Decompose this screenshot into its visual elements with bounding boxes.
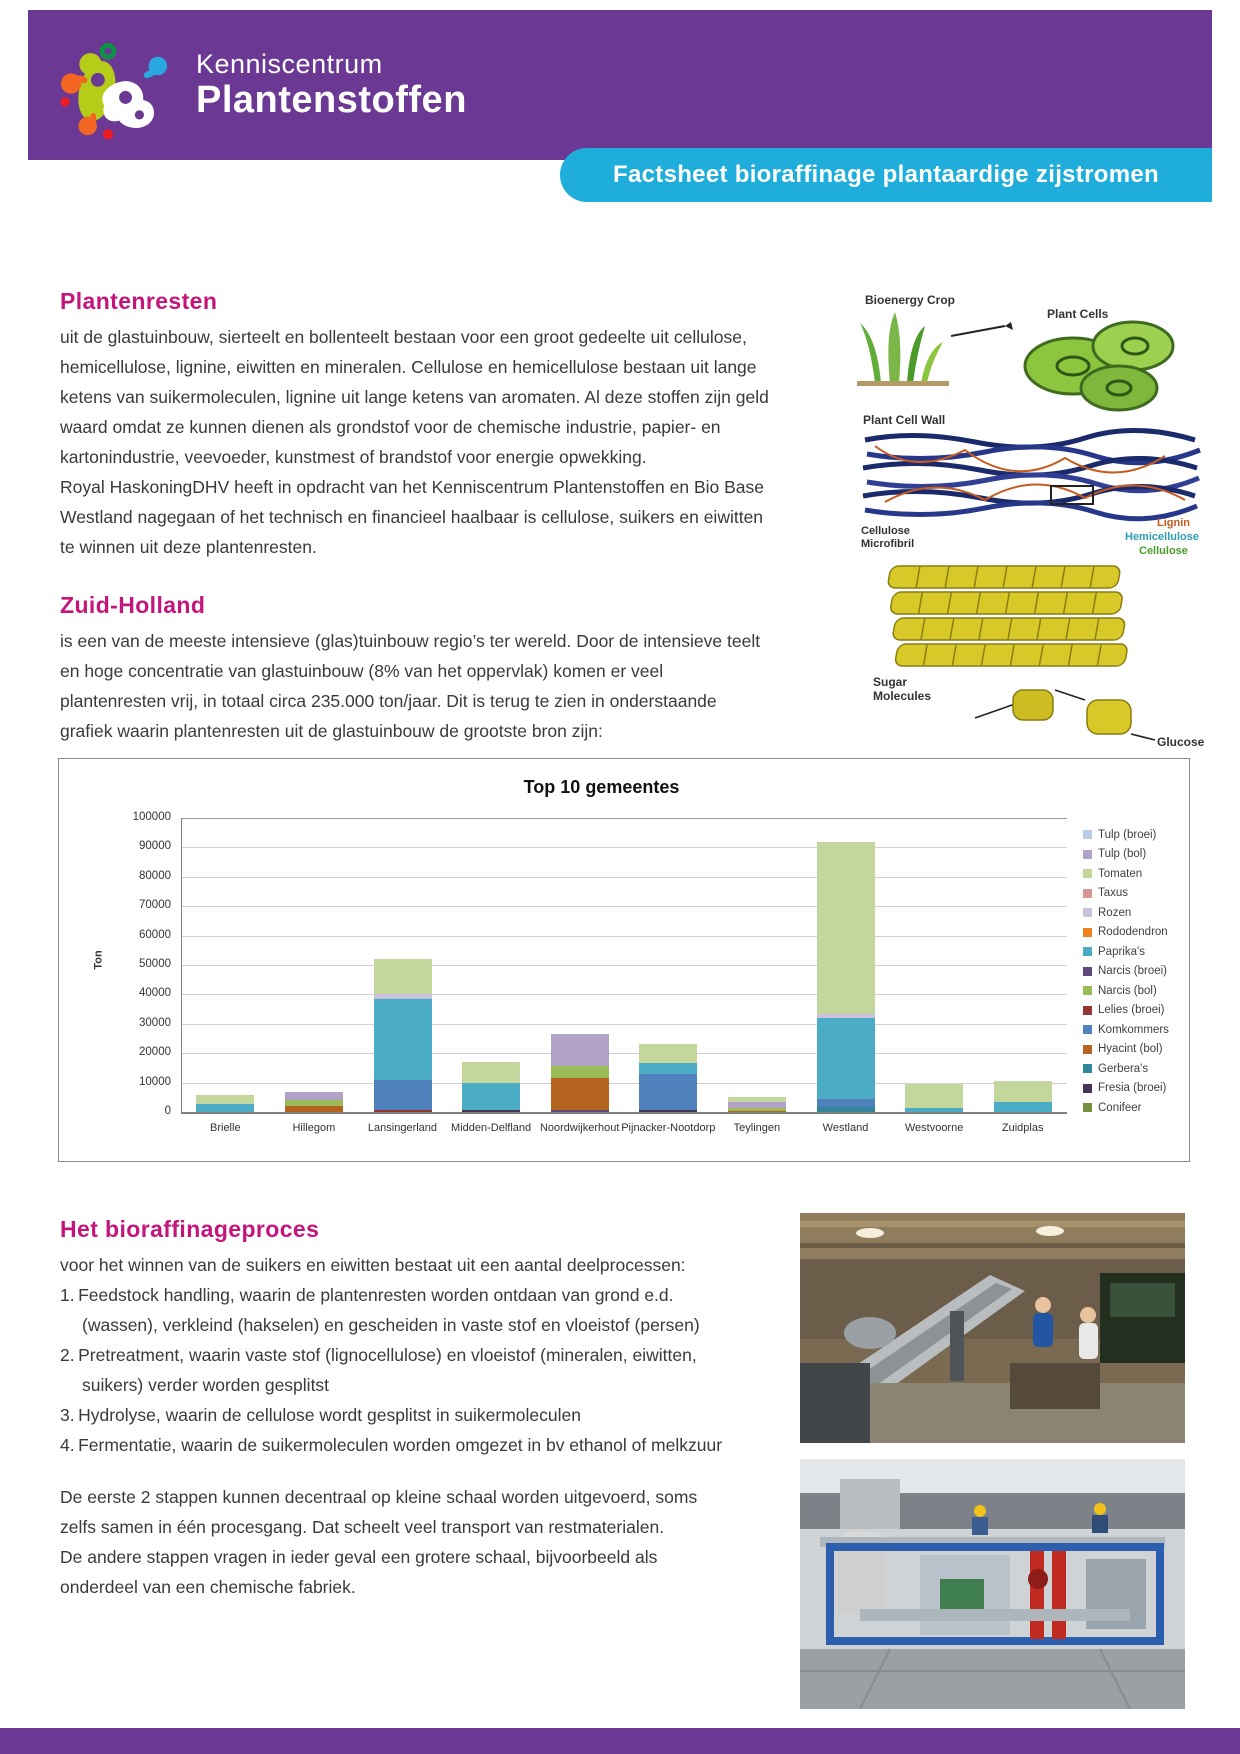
- x-axis-label: Westvoorne: [904, 1122, 964, 1134]
- x-axis-label: Noordwijkerhout: [539, 1122, 620, 1134]
- bar-segment: [196, 1095, 254, 1104]
- legend-label: Taxus: [1098, 887, 1129, 900]
- legend-swatch: [1083, 1103, 1092, 1112]
- y-tick-label: 80000: [139, 869, 171, 882]
- bar-segment: [994, 1081, 1052, 1102]
- gridline: [181, 847, 1067, 848]
- legend-label: Fresia (broei): [1098, 1082, 1167, 1095]
- bar-segment: [728, 1097, 786, 1101]
- x-axis-label: Zuidplas: [1001, 1122, 1044, 1134]
- legend-label: Tulp (broei): [1098, 828, 1157, 841]
- legend-item: [1083, 981, 1169, 1001]
- bar-segment: [285, 1092, 343, 1100]
- legend-label: Tulp (bol): [1098, 848, 1147, 861]
- legend-swatch: [1083, 908, 1092, 917]
- photo-feedstock-handling: [800, 1213, 1185, 1443]
- label-sugar-molecules2: Molecules: [873, 689, 932, 703]
- heading-bioraffinageproces: Het bioraffinageproces: [60, 1216, 320, 1242]
- legend-swatch: [1083, 967, 1092, 976]
- label-hemicellulose: Hemicellulose: [1125, 531, 1199, 543]
- chart-title: Top 10 gemeentes: [523, 777, 680, 797]
- y-tick-label: 10000: [139, 1075, 171, 1088]
- label-sugar-molecules: Sugar: [873, 675, 908, 689]
- legend-item: [1083, 845, 1169, 865]
- footer-band: [0, 1728, 1240, 1754]
- brand-wordmark: [196, 50, 467, 121]
- label-lignin: Lignin: [1157, 517, 1190, 529]
- bar-segment: [462, 1062, 520, 1083]
- legend-item: [1083, 903, 1169, 923]
- gridline: [181, 906, 1067, 907]
- photo-pilot-plant: [800, 1459, 1185, 1709]
- legend-swatch: [1083, 986, 1092, 995]
- y-tick-label: 60000: [139, 928, 171, 941]
- y-tick-label: 70000: [139, 899, 171, 912]
- bar-segment: [374, 1080, 432, 1111]
- proces-step-4: 4. Fermentatie, waarin de suikermoleculen worden omgezet in bv ethanol of melkzuur: [60, 1435, 723, 1455]
- legend-item: [1083, 1098, 1169, 1118]
- chart-legend: [1083, 825, 1169, 1118]
- legend-label: Lelies (broei): [1098, 1004, 1165, 1017]
- header-band: [28, 10, 1212, 160]
- legend-swatch: [1083, 1025, 1092, 1034]
- y-tick-label: 50000: [139, 958, 171, 970]
- plantenstoffen-logo-icon: [60, 38, 180, 142]
- proces-step-1: 1. Feedstock handling, waarin de plantenresten worden ontdaan van grond e.d. (wassen), verkleind (hakselen) en gescheiden in vaste stof en vloeistof (persen): [60, 1285, 700, 1335]
- zuid-holland-paragraph: is een van de meeste intensieve (glas)tuinbouw regio’s ter wereld. Door de intensieve teelt en hoge concentratie van glastuinbouw (8% van het oppervlak) komen er veel plantenresten vrij, in totaal circa 235.000 ton/jaar. Dit is terug te zien in onderstaande grafiek waarin plantenresten uit de glastuinbouw de grootste bron zijn:: [60, 631, 761, 741]
- plant-cell-diagram: [855, 288, 1215, 758]
- legend-item: [1083, 884, 1169, 904]
- y-tick-label: 20000: [139, 1046, 171, 1059]
- label-bioenergy-crop: Bioenergy Crop: [865, 293, 956, 307]
- bioenergy-crop-drawing: [857, 312, 949, 386]
- x-axis-label: Westland: [822, 1122, 869, 1134]
- legend-item: [1083, 1001, 1169, 1021]
- bar-segment: [374, 999, 432, 1080]
- y-tick-label: 40000: [139, 987, 171, 1000]
- legend-swatch: [1083, 1045, 1092, 1054]
- legend-swatch: [1083, 1064, 1092, 1073]
- bar-segment: [374, 959, 432, 994]
- legend-label: Tomaten: [1098, 867, 1143, 880]
- x-axis-label: Midden-Delfland: [451, 1122, 532, 1134]
- gridline: [181, 936, 1067, 937]
- bar-segment: [994, 1102, 1052, 1112]
- legend-item: [1083, 1040, 1169, 1060]
- legend-label: Paprika's: [1098, 945, 1145, 958]
- bar-segment: [285, 1100, 343, 1105]
- proces-step-list: [60, 1280, 750, 1460]
- legend-item: [1083, 864, 1169, 884]
- legend-item: [1083, 942, 1169, 962]
- proces-step-3: 3. Hydrolyse, waarin de cellulose wordt gesplitst in suikermoleculen: [60, 1405, 581, 1425]
- plantenresten-paragraph-2: Royal HaskoningDHV heeft in opdracht van het Kenniscentrum Plantenstoffen en Bio Base Westland nagegaan of het technisch en financieel haalbaar is cellulose, suikers en eiwitten te winnen uit deze plantenresten.: [60, 477, 764, 557]
- y-tick-label: 90000: [139, 840, 171, 853]
- brand-line2: Plantenstoffen: [196, 78, 467, 121]
- gridline: [181, 877, 1067, 878]
- bar-segment: [639, 1044, 697, 1063]
- bar-segment: [551, 1034, 609, 1066]
- y-tick-label: 0: [164, 1105, 171, 1117]
- label-plant-cells: Plant Cells: [1047, 307, 1109, 321]
- cell-wall-fibrils-drawing: [863, 430, 1200, 518]
- plant-cells-drawing: [1025, 322, 1173, 410]
- bar-segment: [905, 1084, 963, 1108]
- heading-plantenresten: Plantenresten: [60, 288, 218, 314]
- legend-item: [1083, 825, 1169, 845]
- factsheet-title: Factsheet bioraffinage plantaardige zijstromen: [613, 161, 1159, 188]
- sugar-molecule-grid-drawing: [873, 566, 1142, 666]
- y-tick-label: 100000: [132, 811, 171, 823]
- legend-label: Komkommers: [1098, 1023, 1169, 1036]
- legend-label: Conifeer: [1098, 1101, 1142, 1114]
- bar-segment: [639, 1074, 697, 1110]
- legend-item: [1083, 923, 1169, 943]
- bar-segment: [728, 1108, 786, 1111]
- proces-paragraph-2: De andere stappen vragen in ieder geval een grotere schaal, bijvoorbeeld als onderdeel van een chemische fabriek.: [60, 1547, 658, 1597]
- gridline: [181, 965, 1067, 966]
- bar-segment: [551, 1078, 609, 1110]
- proces-paragraph-1: De eerste 2 stappen kunnen decentraal op kleine schaal worden uitgevoerd, soms zelfs samen in één procesgang. Dat scheelt veel transport van restmaterialen.: [60, 1487, 698, 1537]
- proces-steps: [60, 1280, 750, 1460]
- legend-item: [1083, 1020, 1169, 1040]
- glucose-cubes-drawing: [975, 690, 1155, 740]
- proces-step-2: 2. Pretreatment, waarin vaste stof (lignocellulose) en vloeistof (mineralen, eiwitten, suikers) verder worden gesplitst: [60, 1345, 697, 1395]
- legend-item: [1083, 1079, 1169, 1099]
- x-axis-label: Lansingerland: [367, 1122, 438, 1134]
- bar-segment: [728, 1102, 786, 1108]
- x-axis-label: Brielle: [210, 1122, 241, 1134]
- x-axis-label: Teylingen: [733, 1122, 781, 1134]
- legend-label: Rozen: [1098, 906, 1132, 919]
- bar-segment: [196, 1104, 254, 1112]
- bar-segment: [817, 1099, 875, 1106]
- bar-segment: [462, 1083, 520, 1110]
- bar-segment: [374, 994, 432, 998]
- gridline: [181, 1024, 1067, 1025]
- bar-segment: [817, 1018, 875, 1099]
- legend-item: [1083, 1059, 1169, 1079]
- legend-swatch: [1083, 850, 1092, 859]
- top10-gemeentes-chart: [58, 758, 1190, 1162]
- gridline: [181, 818, 1067, 819]
- bar-segment: [817, 1014, 875, 1018]
- legend-swatch: [1083, 889, 1092, 898]
- legend-label: Narcis (broei): [1098, 965, 1168, 978]
- x-axis-label: Hillegom: [292, 1122, 336, 1134]
- label-cellulose-microfibril: Cellulose: [861, 525, 910, 537]
- y-axis-title: Ton: [92, 950, 105, 970]
- legend-swatch: [1083, 928, 1092, 937]
- legend-label: Hyacint (bol): [1098, 1043, 1163, 1056]
- label-plant-cell-wall: Plant Cell Wall: [863, 413, 946, 427]
- bar-segment: [639, 1063, 697, 1073]
- proces-intro: voor het winnen van de suikers en eiwitten bestaat uit een aantal deelprocessen:: [60, 1255, 686, 1275]
- x-axis-line: [181, 1112, 1067, 1114]
- legend-swatch: [1083, 947, 1092, 956]
- legend-label: Gerbera's: [1098, 1062, 1149, 1075]
- y-tick-label: 30000: [139, 1016, 171, 1029]
- legend-swatch: [1083, 1084, 1092, 1093]
- factsheet-title-banner: [560, 148, 1212, 202]
- bar-segment: [817, 842, 875, 1014]
- legend-label: Rododendron: [1098, 926, 1168, 939]
- label-cellulose-microfibril2: Microfibril: [861, 538, 915, 550]
- plantenresten-paragraph-1: uit de glastuinbouw, sierteelt en bollenteelt bestaan voor een groot gedeelte uit cellulose, hemicellulose, lignine, eiwitten en mineralen. Cellulose en hemicellulose bestaan uit lange ketens van suikermoleculen, lignine uit lange ketens van aromaten. Al deze stoffen zijn geld waard omdat ze kunnen dienen als grondstof voor de chemische industrie, papier- en kartonindustrie, veevoeder, kunstmest of brandstof voor energie opwekking.: [60, 327, 769, 467]
- legend-label: Narcis (bol): [1098, 984, 1157, 997]
- brand-line1: Kenniscentrum: [196, 49, 383, 79]
- legend-swatch: [1083, 1006, 1092, 1015]
- heading-zuid-holland: Zuid-Holland: [60, 592, 206, 618]
- gridline: [181, 1053, 1067, 1054]
- gridline: [181, 994, 1067, 995]
- y-axis-line: [181, 818, 182, 1112]
- legend-swatch: [1083, 869, 1092, 878]
- label-glucose: Glucose: [1157, 735, 1205, 749]
- label-cellulose: Cellulose: [1139, 545, 1188, 557]
- legend-item: [1083, 962, 1169, 982]
- legend-swatch: [1083, 830, 1092, 839]
- x-axis-label: Pijnacker-Nootdorp: [621, 1122, 716, 1134]
- bar-segment: [551, 1066, 609, 1078]
